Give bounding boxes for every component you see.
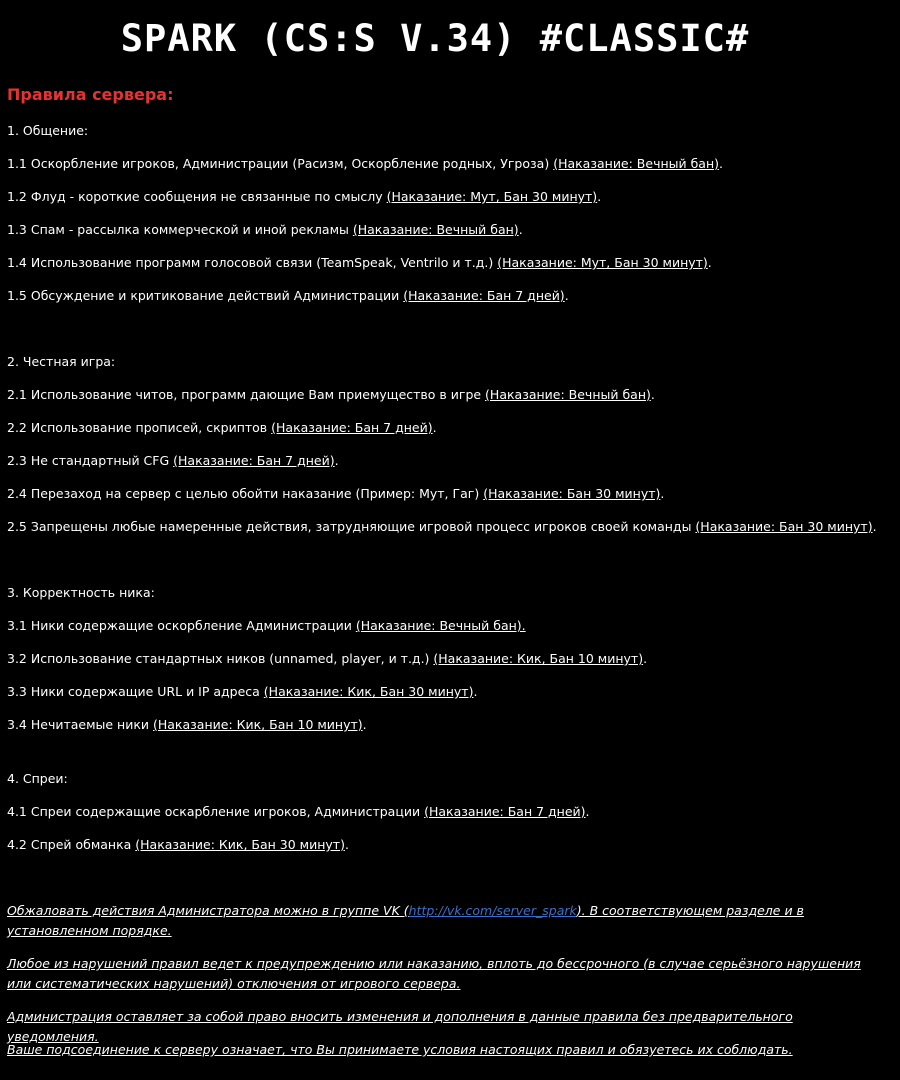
rule-line-2-3 (7, 452, 339, 470)
vk-group-link[interactable]: http://vk.com/server_spark (408, 903, 577, 918)
rule-tail: . (344, 837, 349, 852)
rule-penalty: (Наказание: Бан 7 дней) (173, 453, 335, 468)
rule-tail: . (643, 651, 648, 666)
rule-line-4-1 (7, 803, 590, 821)
rule-penalty: (Наказание: Вечный бан) (485, 387, 651, 402)
rule-text: 1.5 Обсуждение и критикование действий Администрации (7, 288, 404, 303)
rule-line-4 (7, 770, 68, 788)
appeal-note (7, 901, 887, 941)
rule-line-4-2 (7, 836, 349, 854)
rule-text: 1.2 Флуд - короткие сообщения не связанные по смыслу (7, 189, 387, 204)
rule-penalty: (Наказание: Вечный бан) (553, 156, 720, 171)
rule-penalty: (Наказание: Бан 7 дней) (403, 288, 565, 303)
rule-line-3-1 (7, 617, 526, 635)
rule-line-3-2 (7, 650, 647, 668)
rule-penalty: (Наказание: Кик, Бан 10 минут) (433, 651, 644, 666)
rule-tail: . (719, 156, 724, 171)
appeal-text-after: ). В соответствующем разделе и в установленном порядке. (7, 903, 804, 938)
rule-penalty: (Наказание: Бан 7 дней) (424, 804, 586, 819)
rule-text: 3.3 Ники содержащие URL и IP адреса (7, 684, 264, 699)
rule-line-2-4 (7, 485, 664, 503)
rule-penalty: (Наказание: Кик, Бан 30 минут) (263, 684, 474, 699)
rule-line-2-1 (7, 386, 655, 404)
rule-text: 2.5 Запрещены любые намеренные действия, затрудняющие игровой процесс игроков своей команды (7, 519, 696, 534)
rules-heading: Правила сервера: (7, 85, 174, 104)
rule-line-1-4 (7, 254, 712, 272)
rule-tail: . (660, 486, 665, 501)
changes-notice: Администрация оставляет за собой право вносить изменения и дополнения в данные правила без предварительного уведомления. (7, 1009, 793, 1044)
rule-line-1 (7, 122, 88, 140)
rule-text: 3.2 Использование стандартных ников (unnamed, player, и т.д.) (7, 651, 434, 666)
rule-line-1-2 (7, 188, 601, 206)
appeal-text-before: Обжаловать действия Администратора можно в группе VK ( (7, 903, 409, 918)
violation-notice: Любое из нарушений правил ведет к предупреждению или наказанию, вплоть до бессрочного (в случае серьёзного нарушения или систематических нарушений) отключения от игрового сервера. (7, 956, 861, 991)
rule-tail: . (432, 420, 437, 435)
rule-penalty: (Наказание: Кик, Бан 30 минут) (135, 837, 345, 852)
rule-text: 2.4 Перезаход на сервер с целью обойти наказание (Пример: Мут, Гаг) (7, 486, 484, 501)
rule-tail: . (334, 453, 339, 468)
rule-text: 3. Корректность ника: (7, 585, 155, 600)
rule-penalty: (Наказание: Кик, Бан 10 минут) (153, 717, 363, 732)
rule-penalty: (Наказание: Вечный бан) (352, 222, 519, 237)
rule-line-1-3 (7, 221, 523, 239)
rule-tail: . (585, 804, 590, 819)
rule-text: 2.2 Использование прописей, скриптов (7, 420, 272, 435)
rule-tail: . (473, 684, 478, 699)
rule-text: 1. Общение: (7, 123, 89, 138)
rule-line-3 (7, 584, 155, 602)
rule-line-3-3 (7, 683, 477, 701)
rule-penalty: (Наказание: Бан 30 минут) (483, 486, 661, 501)
rule-penalty: (Наказание: Бан 7 дней) (271, 420, 433, 435)
rule-tail: . (650, 387, 655, 402)
rule-tail: . (518, 222, 523, 237)
rule-line-2-2 (7, 419, 437, 437)
rule-line-2-5 (7, 518, 877, 536)
rule-text: 2.3 Не стандартный CFG (7, 453, 174, 468)
rule-tail: . (597, 189, 602, 204)
rule-text: 3.4 Нечитаемые ники (7, 717, 153, 732)
rule-text: 3.1 Ники содержащие оскорбление Администрации (7, 618, 356, 633)
rule-text: 4.2 Спрей обманка (7, 837, 136, 852)
rule-tail: . (872, 519, 877, 534)
server-title: SPARK (CS:S V.34) #CLASSIC# (120, 17, 750, 60)
rule-line-1-5 (7, 287, 569, 305)
rule-tail: . (362, 717, 367, 732)
rule-text: 1.3 Спам - рассылка коммерческой и иной рекламы (7, 222, 353, 237)
rule-text: 4.1 Спреи содержащие оскарбление игроков, Администрации (7, 804, 425, 819)
rule-penalty: (Наказание: Вечный бан). (355, 618, 526, 633)
rule-penalty: (Наказание: Бан 30 минут) (695, 519, 873, 534)
rule-line-1-1 (7, 155, 723, 173)
rule-text: 2. Честная игра: (7, 354, 116, 369)
rule-line-2 (7, 353, 115, 371)
agreement-notice: Ваше подсоединение к серверу означает, что Вы принимаете условия настоящих правил и обязуетесь их соблюдать. (7, 1042, 793, 1057)
rule-tail: . (564, 288, 569, 303)
rule-penalty: (Наказание: Мут, Бан 30 минут) (386, 189, 598, 204)
rule-tail: . (707, 255, 712, 270)
rule-penalty: (Наказание: Мут, Бан 30 минут) (497, 255, 708, 270)
rule-text: 1.4 Использование программ голосовой связи (TeamSpeak, Ventrilo и т.д.) (7, 255, 498, 270)
rule-text: 2.1 Использование читов, программ дающие Вам приемущество в игре (7, 387, 486, 402)
rule-text: 1.1 Оскорбление игроков, Администрации (Расизм, Оскорбление родных, Угроза) (7, 156, 554, 171)
rule-text: 4. Спреи: (7, 771, 68, 786)
rule-line-3-4 (7, 716, 367, 734)
